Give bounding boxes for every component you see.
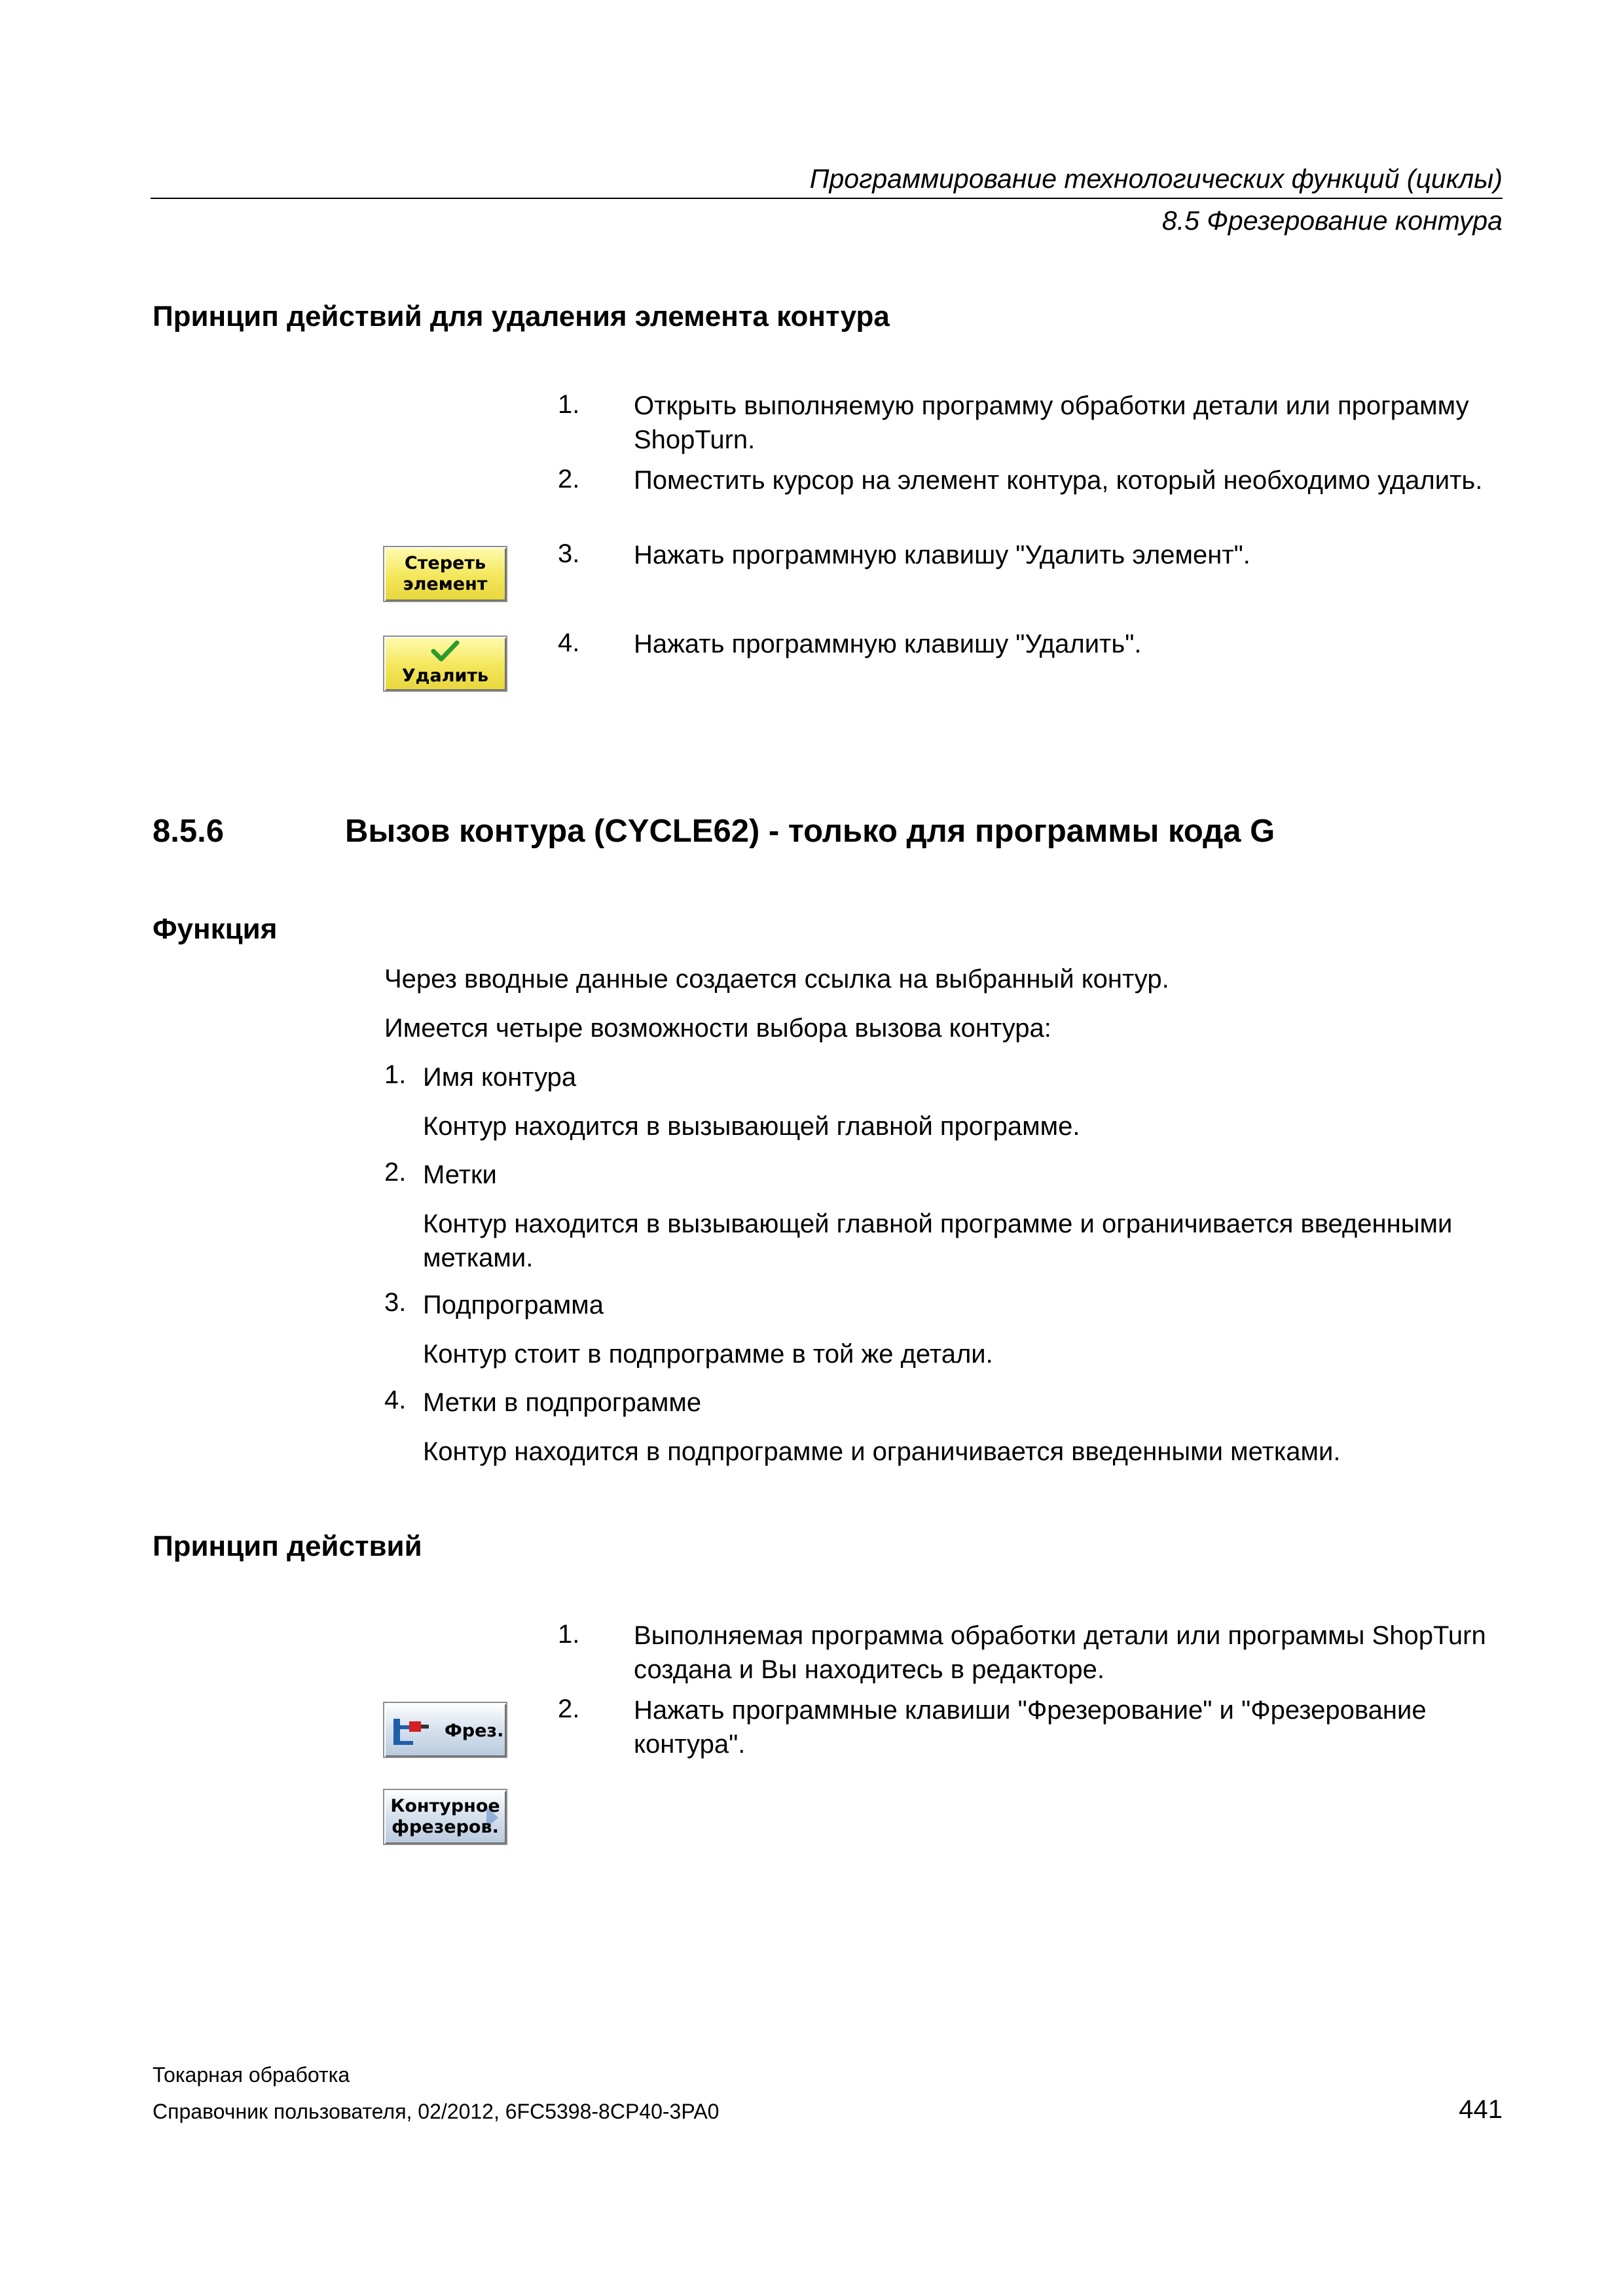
- softkey-label: Фрез.: [445, 1721, 504, 1741]
- options-intro: Имеется четыре возможности выбора вызова контура:: [384, 1014, 1051, 1043]
- option-number: 2.: [384, 1158, 407, 1187]
- page-number: 441: [1459, 2095, 1503, 2124]
- step-text: Нажать программные клавиши "Фрезерование" и "Фрезерование контура".: [634, 1696, 1427, 1759]
- milling-softkey[interactable]: [383, 1702, 507, 1758]
- step-text: Поместить курсор на элемент контура, который необходимо удалить.: [634, 466, 1483, 495]
- erase-element-softkey[interactable]: [383, 546, 507, 602]
- header-rule: [151, 198, 1503, 199]
- step-number: 3.: [558, 539, 580, 568]
- step-text: Нажать программную клавишу "Удалить элемент".: [634, 541, 1250, 569]
- contour-milling-softkey[interactable]: [383, 1789, 507, 1845]
- section-title: Вызов контура (CYCLE62) - только для программы кода G: [345, 814, 1275, 849]
- section-number: 8.5.6: [153, 814, 224, 849]
- running-header-section: 8.5 Фрезерование контура: [1161, 206, 1503, 236]
- option-description: Контур находится в подпрограмме и ограничивается введенными метками.: [423, 1437, 1341, 1466]
- option-description: Контур находится в вызывающей главной программе.: [423, 1112, 1080, 1141]
- option-description: Контур стоит в подпрограмме в той же детали.: [423, 1340, 993, 1369]
- step-text: Нажать программную клавишу "Удалить".: [634, 630, 1142, 658]
- step-number: 1.: [558, 390, 580, 419]
- softkey-label-line1: Контурное: [390, 1796, 500, 1816]
- step-number: 4.: [558, 628, 580, 657]
- option-number: 4.: [384, 1386, 407, 1414]
- step-text: Открыть выполняемую программу обработки детали или программу ShopTurn.: [634, 391, 1469, 454]
- option-description: Контур находится в вызывающей главной программе и ограничивается введенными метками.: [423, 1210, 1453, 1272]
- function-heading: Функция: [153, 913, 278, 945]
- step-number: 2.: [558, 465, 580, 493]
- milling-tool-icon: [392, 1715, 431, 1754]
- footer-title: Токарная обработка: [153, 2063, 350, 2087]
- delete-softkey[interactable]: [383, 636, 507, 692]
- running-header-title: Программирование технологических функций (циклы): [809, 164, 1503, 194]
- option-title: Метки: [423, 1160, 497, 1189]
- option-title: Подпрограмма: [423, 1291, 604, 1319]
- function-intro: Через вводные данные создается ссылка на выбранный контур.: [384, 965, 1169, 994]
- delete-element-heading: Принцип действий для удаления элемента контура: [153, 300, 890, 332]
- softkey-label-line2: фрезеров.: [392, 1817, 499, 1837]
- option-title: Имя контура: [423, 1063, 577, 1092]
- footer-document-info: Справочник пользователя, 02/2012, 6FC5398-8CP40-3PA0: [153, 2100, 720, 2123]
- softkey-label-line1: Стереть: [404, 553, 486, 573]
- procedure-heading: Принцип действий: [153, 1530, 422, 1562]
- option-number: 3.: [384, 1288, 407, 1317]
- step-number: 2.: [558, 1695, 580, 1723]
- option-number: 1.: [384, 1060, 407, 1089]
- option-title: Метки в подпрограмме: [423, 1388, 702, 1417]
- softkey-label: Удалить: [401, 666, 489, 686]
- softkey-label-line2: элемент: [403, 574, 488, 594]
- step-number: 1.: [558, 1620, 580, 1649]
- checkmark-icon: [384, 639, 506, 666]
- step-text: Выполняемая программа обработки детали или программы ShopTurn создана и Вы находитесь в редакторе.: [634, 1621, 1486, 1684]
